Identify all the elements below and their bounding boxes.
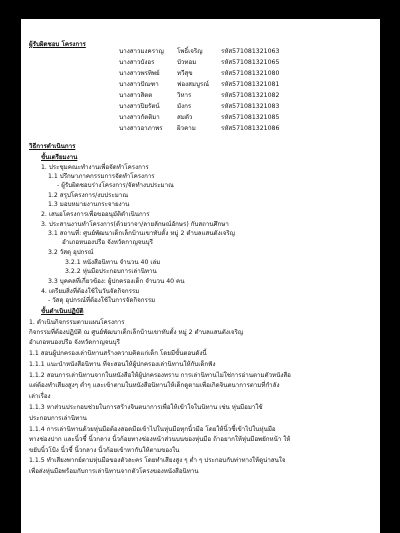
- member-id: รหัส571081321081: [221, 81, 280, 88]
- exec-line: เพื่อส่งหุ่นมือพร้อมกับการเล่านิทานจากตัวโครงของหนังสือนิทาน: [29, 468, 199, 475]
- member-id: รหัส571081321083: [221, 103, 280, 110]
- member-id: รหัส571081321063: [221, 48, 280, 55]
- member-id: รหัส571081321080: [221, 70, 280, 77]
- prep-line: 3. ประสานงานทำโครงการ(ด้วยวาจา/ลายลักษณ์อักษร) กับสถานศึกษา: [41, 221, 229, 228]
- member-name: นางสาวบังอร: [119, 59, 155, 66]
- member-surname: วิหาร: [177, 92, 192, 99]
- prep-line: 4. เตรียมสิ่งที่ต้องใช้ในวันจัดกิจกรรม: [41, 288, 140, 295]
- exec-line: เล่าเรื่อง: [29, 393, 51, 400]
- member-surname: ทวีสุข: [177, 70, 193, 77]
- prep-line: 3.2.1 หนังสือนิทาน จำนวน 40 เล่ม: [65, 259, 161, 266]
- prep-line: อำเภอหนองปรือ จังหวัดกาญจนบุรี: [62, 239, 153, 246]
- member-surname: ฟองสมบูรณ์: [177, 81, 209, 88]
- exec-line: ทางช่องปาก และนิ้วชี้ นิ้วกลาง นิ้วก้อยทางช่องหน้าส่วนบนของหุ่นมือ ถ้าอยากให้หุ่นมือพยักหน้า ให้: [29, 436, 291, 443]
- prep-line: 1.3 มอบหมายงานกระจายงาน: [48, 201, 130, 208]
- members-title: ผู้รับผิดชอบ โครงการ: [29, 41, 86, 48]
- member-surname: มังกร: [177, 103, 192, 110]
- member-name: นางสาวสิตต: [119, 92, 153, 99]
- prep-line: 2. เสนอโครงการเพื่อขออนุมัติดำเนินการ: [41, 211, 150, 218]
- exec-line: ประกอบการเล่านิทาน: [29, 415, 87, 422]
- member-id: รหัส571081321086: [221, 125, 280, 132]
- exec-line: ขยับนิ้วโป้ง นิ้วชี้ นิ้วกลาง นิ้วก้อยเข้าหากันให้ตามของใน: [29, 447, 180, 454]
- exec-line: 1.1.1 แนะนำหนังสือนิทาน ที่จะสอนให้ผู้ปกครองเล่านิทานให้กับเด็กฟัง: [29, 361, 216, 368]
- document-page: [21, 19, 380, 533]
- member-name: นางสาวปิยรัตน์: [119, 103, 160, 110]
- exec-line: 1.1.2 สอนการเล่านิทานจากในหนังสือให้ผู้ปกครองทราบ การเล่านิทานไม่ใช่การอ่านตามตัวหนังสือ: [29, 372, 291, 379]
- member-surname: บัวทอม: [177, 59, 197, 66]
- exec-line: กิจกรรมที่ต้องปฏิบัติ ณ ศูนย์พัฒนาเด็กเล็กบ้านเขาทับตั้ง หมู่ 2 ตำบลแสนตังเจริญ: [29, 329, 244, 336]
- exec-line: 1.1.3 หาส่วนประกอบช่วยในการสร้างจินตนาการเพื่อให้เข้าใจในนิทาน เช่น หุ่นมือมาใช้: [29, 404, 263, 411]
- prep-line: 1.1 ปรึกษาภาคกรรมการจัดทำโครงการ: [48, 173, 155, 180]
- member-id: รหัส571081321065: [221, 59, 280, 66]
- exec-line: อำเภอหนองปรือ จังหวัดกาญจนบุรี: [29, 339, 120, 346]
- prep-line: - ผู้รับผิดชอบร่างโครงการ/จัดทำงบประมาณ: [57, 182, 174, 189]
- prep-line: 1. ประชุมคณะทำงานเพื่อจัดทำโครงการ: [41, 164, 149, 171]
- prep-title: ขั้นเตรียมงาน: [41, 154, 78, 161]
- member-surname: ผิวคาม: [177, 125, 196, 132]
- member-id: รหัส571081321082: [221, 92, 280, 99]
- member-id: รหัส571081321085: [221, 114, 280, 121]
- exec-line: 1.1.4 การเล่านิทานด้วยหุ่นมือต้องสอดมือเข้าไปในหุ่นมือทุกนิ้วมือ โดยให้นิ้วชี้เข้าไปในหุ่นมือ: [29, 426, 276, 433]
- prep-line: - วัสดุ อุปกรณ์ที่ต้องใช้ในการจัดกิจกรรม: [48, 297, 156, 304]
- member-name: นางสาวปัณฑา: [119, 81, 159, 88]
- member-name: นางสาวอาภาพร: [119, 125, 163, 132]
- exec-line: แต่ต้องทำเสียงสูงๆ ต่ำๆ และเข้าตามในหนังสือนิทานให้เด็กดูตามเพื่อเกิดจินตนาการตามที่กำลัง: [29, 382, 280, 389]
- member-name: นางสาวพรทิพย์: [119, 70, 160, 77]
- member-name: นางสาวมงคราญ: [119, 48, 164, 55]
- prep-line: 3.2.2 หุ่นมือประกอบการเล่านิทาน: [65, 268, 157, 275]
- exec-line: 1.1 สอนผู้ปกครองเล่านิทานสร้างความคิดแก่เด็ก โดยมีขั้นตอนดังนี้: [29, 350, 207, 357]
- prep-line: 3.2 วัสดุ อุปกรณ์: [48, 249, 94, 256]
- method-title: วิธีการดำเนินการ: [29, 143, 76, 150]
- exec-line: 1.1.5 ทำเสียงพากย์ตามหุ่นมือของตัวละคร โดยทำเสียงสูง ๆ ต่ำ ๆ ประกอบกับท่าทางให้ดูน่าสนใจ: [29, 457, 286, 464]
- member-surname: โพธิ์เจริญ: [177, 48, 203, 55]
- member-surname: สมตัว: [177, 114, 193, 121]
- prep-line: 3.3 บุคคลที่เกี่ยวข้อง: ผู้ปกครองเด็ก จำนวน 40 คน: [48, 278, 185, 285]
- exec-line: 1. ดำเนินกิจกรรมตามแผนโครงการ: [29, 319, 125, 326]
- member-name: นางสาวกัตติมา: [119, 114, 160, 121]
- prep-line: 3.1 สถานที่: ศูนย์พัฒนาเด็กเล็กบ้านเขาทับตั้ง หมู่ 2 ตำบลแสนตังเจริญ: [48, 230, 235, 237]
- exec-title: ขั้นดำเนินปฏิบัติ: [41, 308, 84, 315]
- prep-line: 1.2 สรุปโครงการ/งบประมาณ: [48, 192, 129, 199]
